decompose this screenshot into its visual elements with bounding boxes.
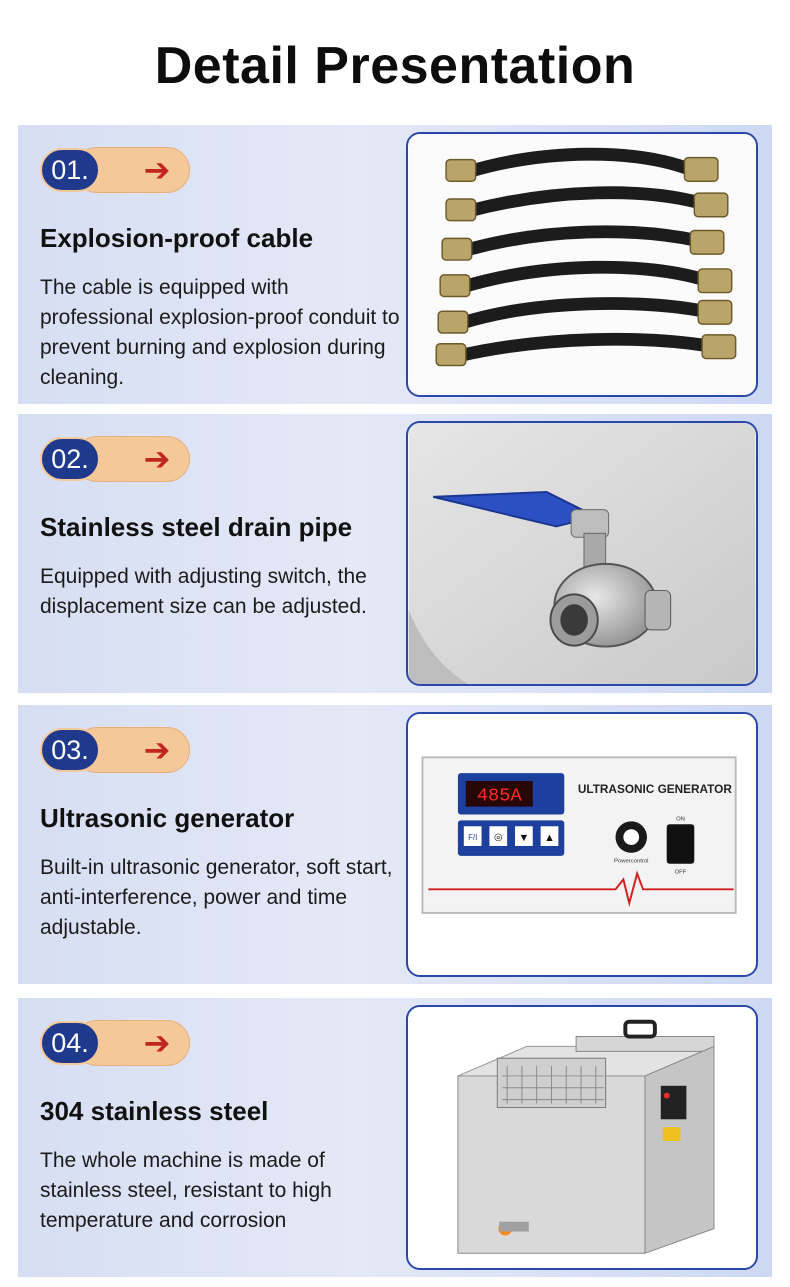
badge-number: 03. xyxy=(40,728,100,772)
generator-panel-photo xyxy=(406,712,758,977)
generator-illustration xyxy=(408,714,756,975)
number-badge xyxy=(40,147,190,193)
number-badge xyxy=(40,436,190,482)
feature-card-steel xyxy=(18,998,772,1277)
key-label: ▼ xyxy=(518,832,530,845)
generator-display: 485A xyxy=(476,784,522,807)
badge-number: 02. xyxy=(40,437,100,481)
feature-card-generator xyxy=(18,705,772,984)
explosion-proof-cables-photo xyxy=(406,132,758,397)
feature-description: Built-in ultrasonic generator, soft start, anti-interference, power and time adjustable. xyxy=(40,856,393,939)
feature-card-cable xyxy=(18,125,772,404)
page-title: Detail Presentation xyxy=(154,37,636,95)
generator-label: ULTRASONIC GENERATOR xyxy=(577,781,732,796)
arrow-right-icon: ➔ xyxy=(143,732,171,768)
machine-illustration xyxy=(408,1007,756,1268)
switch-off-label: OFF xyxy=(674,869,687,876)
arrow-right-icon: ➔ xyxy=(143,1025,171,1061)
drain-valve-photo xyxy=(406,421,758,686)
badge-number: 04. xyxy=(40,1021,100,1065)
feature-description: Equipped with adjusting switch, the displacement size can be adjusted. xyxy=(40,565,367,618)
cables-illustration xyxy=(408,134,756,395)
feature-title: 304 stainless steel xyxy=(40,1096,269,1126)
feature-card-drain xyxy=(18,414,772,693)
switch-on-label: ON xyxy=(676,816,685,823)
knob-label: Powercontrol xyxy=(614,858,649,865)
cleaning-machine-photo xyxy=(406,1005,758,1270)
key-label: ▲ xyxy=(544,832,555,845)
feature-description: The whole machine is made of stainless steel, resistant to high temperature and corrosion xyxy=(40,1149,332,1232)
feature-title: Stainless steel drain pipe xyxy=(40,512,353,542)
key-label: ◎ xyxy=(493,832,503,844)
feature-description: The cable is equipped with professional explosion-proof conduit to prevent burning and explosion during cleaning. xyxy=(40,276,400,389)
arrow-right-icon: ➔ xyxy=(143,441,171,477)
number-badge xyxy=(40,1020,190,1066)
badge-number: 01. xyxy=(40,148,100,192)
key-label: F/I xyxy=(468,833,478,843)
feature-title: Explosion-proof cable xyxy=(40,223,314,253)
valve-illustration xyxy=(408,423,756,684)
number-badge xyxy=(40,727,190,773)
arrow-right-icon: ➔ xyxy=(143,152,171,188)
feature-title: Ultrasonic generator xyxy=(40,803,295,833)
